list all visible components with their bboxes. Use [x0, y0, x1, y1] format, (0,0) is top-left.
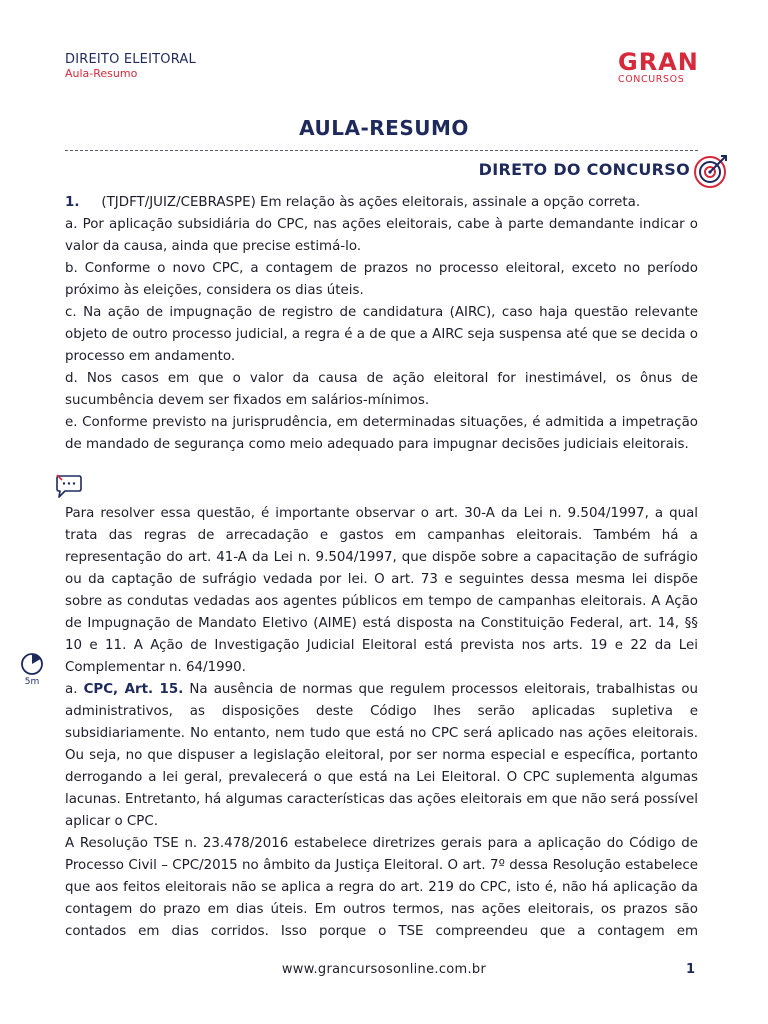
page-title: AULA-RESUMO — [299, 116, 469, 140]
page-number: 1 — [686, 962, 696, 977]
dashed-divider — [65, 150, 698, 151]
question-statement — [65, 192, 698, 214]
option-b: b. Conforme o novo CPC, a contagem de prazos no processo eleitoral, exceto no período próximo às eleições, considera os dias úteis. — [65, 261, 698, 298]
option-a: a. Por aplicação subsidiária do CPC, nas ações eleitorais, cabe à parte demandante indicar o valor da causa, ainda que precise estimá-lo. — [65, 217, 698, 254]
question-block — [65, 192, 698, 456]
question-text: (TJDFT/JUIZ/CEBRASPE) Em relação às ações eleitorais, assinale a opção correta. — [101, 195, 641, 210]
section-title: DIRETO DO CONCURSO — [478, 160, 690, 179]
answer-item-a-prefix: a. — [65, 682, 78, 697]
target-icon — [693, 153, 729, 189]
question-number: 1. — [65, 195, 80, 210]
footer-url[interactable]: www.grancursosonline.com.br — [281, 962, 487, 977]
logo-sub-text: CONCURSOS — [618, 74, 685, 85]
subject-subtitle: Aula-Resumo — [65, 67, 138, 80]
option-e: e. Conforme previsto na jurisprudência, em determinadas situações, é admitida a impetração de mandado de segurança como meio adequado para impugnar decisões judiciais eleitorais. — [65, 415, 698, 452]
timer-label: 5m — [24, 677, 40, 687]
answer-item-a-text: Na ausência de normas que regulem processos eleitorais, trabalhistas ou administrativos, as disposições deste Código lhes serão aplicadas supletiva e subsidiariamente. No entanto, nem tudo que está no CPC será aplicado nas ações eleitorais. Ou seja, no que dispuser a legislação eleitoral, por ser norma especial e específica, portanto derrogando a lei geral, prevalecerá o que está na Lei Eleitoral. O CPC suplementa algumas lacunas. Entretanto, há algumas características das ações eleitorais em que não será possível aplicar o CPC. — [65, 682, 699, 829]
answer-intro: Para resolver essa questão, é importante observar o art. 30-A da Lei n. 9.504/1997, a qual trata das regras de arrecadação e gastos em campanhas eleitorais. Também há a representação do art. 41-A da Lei n. 9.504/1997, que dispõe sobre a capacitação de sufrágio ou da captação de sufrágio vedada por lei. O art. 73 e seguintes dessa mesma lei dispõe sobre as condutas vedadas aos agentes públicos em tempo de campanhas eleitorais. A Ação de Impugnação de Mandato Eletivo (AIME) está disposta na Constituição Federal, art. 14, §§ 10 e 11. A Ação de Investigação Judicial Eleitoral está prevista nos arts. 19 e 22 da Lei Complementar n. 64/1990. — [65, 506, 698, 675]
answer-item-a — [65, 679, 698, 833]
comment-icon — [54, 474, 84, 500]
answer-item-a-reference: CPC, Art. 15. — [83, 682, 184, 697]
logo-main-text: GRAN — [618, 48, 699, 76]
option-c: c. Na ação de impugnação de registro de candidatura (AIRC), caso haja questão relevante objeto de outro processo judicial, a regra é a de que a AIRC seja suspensa até que se decida o processo em andamento. — [65, 305, 698, 364]
timer-icon — [20, 652, 44, 676]
answer-resolution: A Resolução TSE n. 23.478/2016 estabelece diretrizes gerais para a aplicação do Código de Processo Civil – CPC/2015 no âmbito da Justiça Eleitoral. O art. 7º dessa Resolução estabelece que aos feitos eleitorais não se aplica a regra do art. 219 do CPC, isto é, não há aplicação da contagem do prazo em dias úteis. Em outros termos, nas ações eleitorais, os prazos são contados em dias corridos. Isso porque o TSE compreendeu que a contagem em — [65, 836, 698, 939]
option-d: d. Nos casos em que o valor da causa de ação eleitoral for inestimável, os ônus de sucumbência devem ser fixados em salários-mínimos. — [65, 371, 698, 408]
subject-title: DIREITO ELEITORAL — [65, 52, 196, 67]
document-header — [65, 52, 196, 80]
gran-concursos-logo — [618, 50, 702, 86]
answer-block — [65, 503, 698, 943]
